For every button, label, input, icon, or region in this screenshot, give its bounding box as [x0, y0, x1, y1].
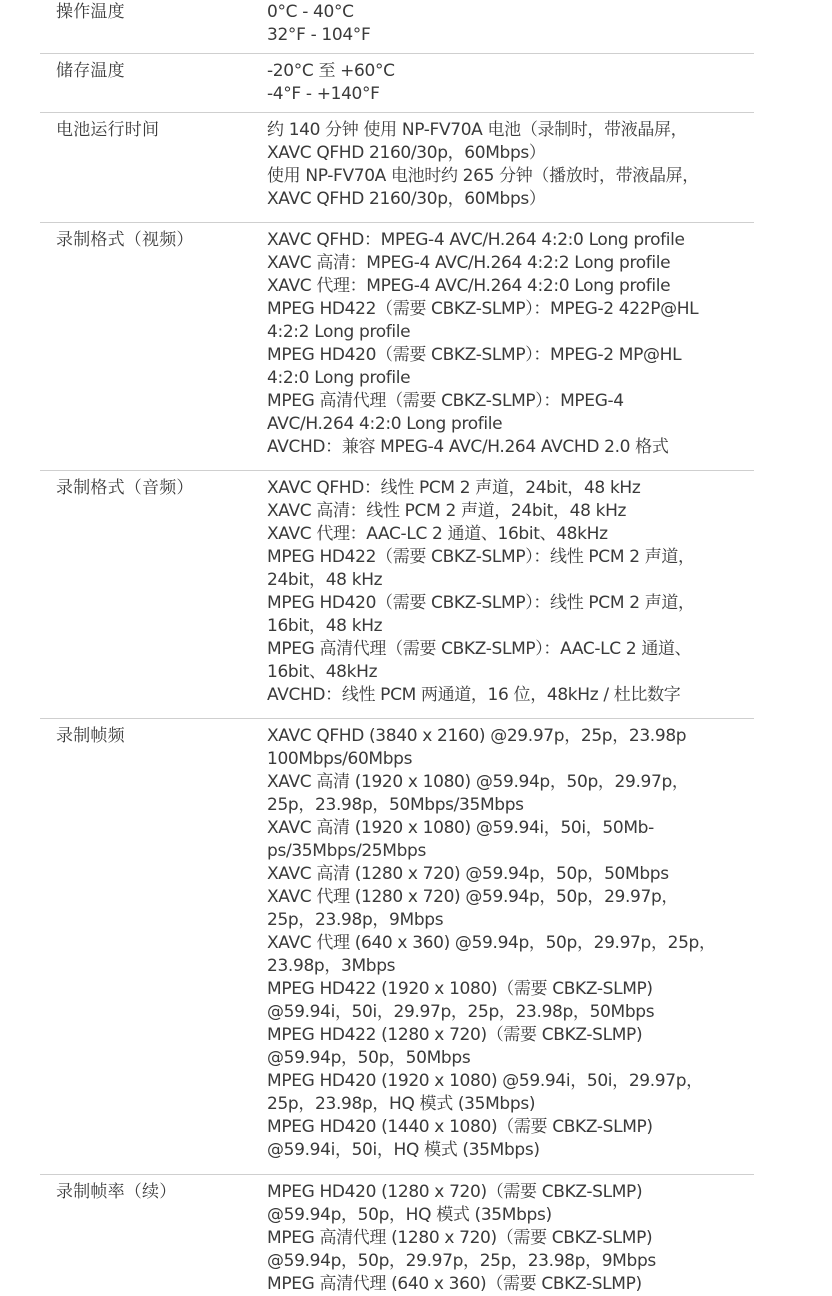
spec-value-line: 32°F - 104°F	[267, 25, 371, 45]
spec-value-line: 24bit，48 kHz	[267, 570, 383, 590]
spec-value-line: 4:2:0 Long profile	[267, 368, 411, 388]
spec-value-line: XAVC QFHD 2160/30p，60Mbps）	[267, 143, 546, 163]
spec-label: 操作温度	[56, 2, 125, 22]
spec-label: 录制帧率（续）	[56, 1182, 177, 1202]
spec-value-line: XAVC 代理 (640 x 360) @59.94p，50p，29.97p，25p，	[267, 933, 716, 953]
spec-value-line: XAVC 高清 (1920 x 1080) @59.94i，50i，50Mb-	[267, 818, 654, 838]
spec-value-line: 25p，23.98p，50Mbps/35Mbps	[267, 795, 524, 815]
spec-value-line: XAVC 高清：线性 PCM 2 声道，24bit，48 kHz	[267, 501, 627, 521]
spec-value-line: @59.94p，50p，29.97p，25p，23.98p，9Mbps	[267, 1251, 656, 1271]
spec-value-line: AVC/H.264 4:2:0 Long profile	[267, 414, 503, 434]
spec-value-line: MPEG HD422（需要 CBKZ-SLMP）：线性 PCM 2 声道，	[267, 547, 695, 567]
spec-value	[267, 119, 754, 211]
spec-value-line: MPEG HD422 (1920 x 1080)（需要 CBKZ-SLMP)	[267, 979, 653, 999]
spec-value-line: 25p，23.98p，9Mbps	[267, 910, 444, 930]
spec-value	[267, 725, 754, 1162]
spec-value-line: XAVC QFHD (3840 x 2160) @29.97p，25p，23.98p	[267, 726, 687, 746]
spec-label: 电池运行时间	[56, 120, 160, 140]
spec-value-line: -20°C 至 +60°C	[267, 61, 395, 81]
spec-table	[40, 0, 754, 1296]
spec-row-operating-temperature	[40, 0, 754, 54]
spec-row-storage-temperature	[40, 54, 754, 113]
spec-value-line: MPEG HD420（需要 CBKZ-SLMP）：MPEG-2 MP@HL	[267, 345, 682, 365]
spec-value-line: MPEG HD420 (1920 x 1080) @59.94i，50i，29.97p，	[267, 1071, 703, 1091]
spec-label: 录制格式（音频）	[56, 478, 194, 498]
spec-row-audio-format	[40, 471, 754, 719]
spec-value-line: -4°F - +140°F	[267, 84, 380, 104]
spec-value-line: 使用 NP-FV70A 电池时约 265 分钟（播放时，带液晶屏，	[267, 166, 699, 186]
spec-value-line: MPEG HD420 (1280 x 720)（需要 CBKZ-SLMP)	[267, 1182, 643, 1202]
spec-value-line: @59.94i，50i，HQ 模式 (35Mbps)	[267, 1140, 540, 1160]
spec-value	[267, 60, 754, 106]
spec-row-frame-rate	[40, 719, 754, 1175]
spec-value-line: MPEG HD422 (1280 x 720)（需要 CBKZ-SLMP)	[267, 1025, 643, 1045]
spec-value-line: XAVC 高清：MPEG-4 AVC/H.264 4:2:2 Long profile	[267, 253, 671, 273]
spec-value-line: ps/35Mbps/25Mbps	[267, 841, 426, 861]
spec-value-line: 23.98p，3Mbps	[267, 956, 396, 976]
spec-value-line: @59.94i，50i，29.97p，25p，23.98p，50Mbps	[267, 1002, 655, 1022]
spec-value	[267, 229, 754, 459]
spec-value-line: MPEG 高清代理（需要 CBKZ-SLMP）：MPEG-4	[267, 391, 624, 411]
spec-label: 录制帧频	[56, 726, 125, 746]
spec-value-line: XAVC 代理：AAC-LC 2 通道、16bit、48kHz	[267, 524, 608, 544]
spec-value-line: MPEG HD422（需要 CBKZ-SLMP）：MPEG-2 422P@HL	[267, 299, 699, 319]
spec-value-line: MPEG 高清代理（需要 CBKZ-SLMP）：AAC-LC 2 通道、	[267, 639, 692, 659]
spec-value-line: XAVC QFHD：线性 PCM 2 声道，24bit，48 kHz	[267, 478, 641, 498]
spec-value-line: 0°C - 40°C	[267, 2, 354, 22]
spec-value-line: @59.94p，50p，HQ 模式 (35Mbps)	[267, 1205, 552, 1225]
spec-value-line: XAVC 代理：MPEG-4 AVC/H.264 4:2:0 Long profile	[267, 276, 671, 296]
spec-value-line: XAVC QFHD 2160/30p，60Mbps）	[267, 189, 546, 209]
spec-value-line: XAVC 代理 (1280 x 720) @59.94p，50p，29.97p，	[267, 887, 679, 907]
spec-value-line: 4:2:2 Long profile	[267, 322, 411, 342]
spec-value-line: XAVC 高清 (1280 x 720) @59.94p，50p，50Mbps	[267, 864, 669, 884]
spec-value-line: 25p，23.98p，HQ 模式 (35Mbps)	[267, 1094, 536, 1114]
spec-row-battery-runtime	[40, 113, 754, 223]
spec-label: 录制格式（视频）	[56, 230, 194, 250]
spec-value	[267, 1181, 754, 1296]
spec-value	[267, 477, 754, 707]
spec-value-line: AVCHD：线性 PCM 两通道，16 位，48kHz / 杜比数字	[267, 685, 681, 705]
spec-value-line: 100Mbps/60Mbps	[267, 749, 413, 769]
spec-value-line: MPEG HD420（需要 CBKZ-SLMP）：线性 PCM 2 声道，	[267, 593, 695, 613]
spec-value-line: MPEG 高清代理 (640 x 360)（需要 CBKZ-SLMP)	[267, 1274, 642, 1294]
spec-value-line: 16bit，48 kHz	[267, 616, 383, 636]
spec-value-line: XAVC 高清 (1920 x 1080) @59.94p，50p，29.97p，	[267, 772, 689, 792]
spec-row-frame-rate-continued	[40, 1175, 754, 1296]
spec-value-line: XAVC QFHD：MPEG-4 AVC/H.264 4:2:0 Long profile	[267, 230, 685, 250]
spec-label: 储存温度	[56, 61, 125, 81]
spec-value-line: 约 140 分钟 使用 NP-FV70A 电池（录制时，带液晶屏，	[267, 120, 688, 140]
spec-value-line: AVCHD：兼容 MPEG-4 AVC/H.264 AVCHD 2.0 格式	[267, 437, 669, 457]
spec-value-line: MPEG 高清代理 (1280 x 720)（需要 CBKZ-SLMP)	[267, 1228, 653, 1248]
spec-value	[267, 1, 754, 47]
spec-value-line: 16bit、48kHz	[267, 662, 378, 682]
spec-value-line: MPEG HD420 (1440 x 1080)（需要 CBKZ-SLMP)	[267, 1117, 653, 1137]
spec-row-video-format	[40, 223, 754, 471]
spec-value-line: @59.94p，50p，50Mbps	[267, 1048, 471, 1068]
